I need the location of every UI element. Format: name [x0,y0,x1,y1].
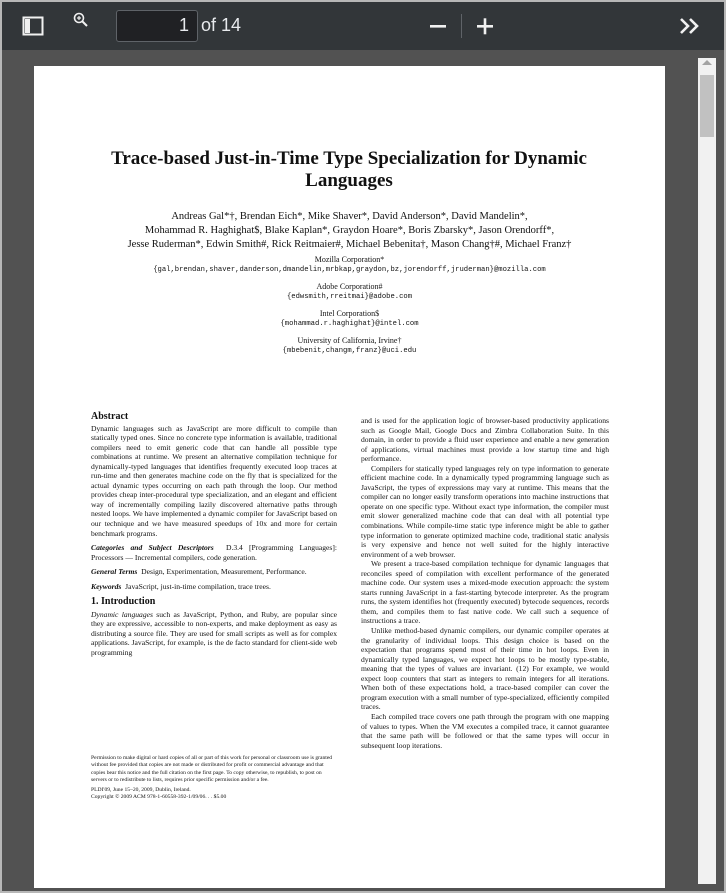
affiliation-email: {mohammad.r.haghighat}@intel.com [280,320,419,328]
intro-text: such as JavaScript, Python, and Ruby, are popular since they are expressive, accessible to non-experts, and make deployment as easy as distributing a source file. They are used for small scripts as well as for complex applications. JavaScript, for example, is the de facto standard for client-side web programming [91,609,337,658]
plus-icon[interactable] [475,16,495,36]
abstract-heading: Abstract [91,411,129,422]
paper-title: Trace-based Just-in-Time Type Specialization for Dynamic Languages [111,148,587,191]
affiliation-email: {mbebenit,changm,franz}@uci.edu [282,347,417,355]
terms-label: General Terms [91,567,138,577]
minus-icon[interactable] [428,16,448,36]
page-count-label: of 14 [201,15,242,35]
author-block [34,210,665,356]
abstract-text: Dynamic languages such as JavaScript are more difficult to compile than statically typed ones. Since no concrete type information is available, traditional compilers need to emit generic code that can handle all possible type combinations at runtime. We present an alternative compilation technique for dynamically-typed languages that identifies frequently executed loop traces at run-time and then generates machine code on the fly that is specialized for the actual dynamic types occurring on each path through the loop. Our method provides cheap inter-procedural type specialization, and an elegant and efficient way of incrementally compiling lazily discovered alternative paths through nested loops. We have implemented a dynamic compiler for JavaScript based on our technique and we have measured speedups of 10x and more for certain benchmark programs. [91,423,337,538]
footnote-text: Permission to make digital or hard copies of all or part of this work for personal or classroom use is granted without fee provided that copies are not made or distributed for profit or commercial advantage and that copies bear this notice and the full citation on the first page. To copy otherwise, to republish, to post on servers or to redistribute to lists, requires prior specific permission and/or a fee. [91,755,333,784]
intro-paragraph [91,610,337,658]
categories-paragraph [91,543,337,562]
footnote-conference: PLDI'09, June 15–20, 2009, Dublin, Ireland. [91,786,191,793]
pdf-page [34,66,665,888]
double-chevron-right-icon[interactable] [678,16,702,36]
toolbar [2,2,724,50]
body-paragraph: and is used for the application logic of browser-based productivity applications such as Google Mail, Google Docs and Zimbra Collaboration Suite. In this domain, in order to provide a fluid user experience and enable a new generation of applications, virtual machines must provide a low startup time and high performance. [361,416,609,464]
body-paragraph: Unlike method-based dynamic compilers, our dynamic compiler operates at the granularity of individual loops. This design choice is based on the expectation that programs spend most of their time in hot loops. Even in dynamically typed languages, we expect hot loops to be mostly type-stable, meaning that the types of values are invariant. (12) For example, we would expect loop counters that start as integers to remain integers for all iterations. When both of these expectations hold, a trace-based compiler can cover the program execution with a small number of type-specialized, efficiently compiled traces. [361,626,609,712]
body-paragraph: Each compiled trace covers one path through the program with one mapping of values to types. When the VM executes a compiled trace, it cannot guarantee that the same path will be followed or that the same types will occur in subsequent loop iterations. [361,711,609,750]
keywords-label: Keywords [91,581,122,591]
copyright-footnote [91,755,337,801]
categories-label: Categories and Subject Descriptors [91,543,214,553]
categories-text: D.3.4 [Programming Languages]: Processors — Incremental compilers, code generation. [91,543,337,562]
terms-paragraph [91,567,337,577]
left-column [91,412,337,658]
keywords-text: JavaScript, just-in-time compilation, trace trees. [125,581,271,591]
affiliation-name: Adobe Corporation# [316,282,383,291]
authors-line: Andreas Gal*†, Brendan Eich*, Mike Shaver*, David Anderson*, David Mandelin*, [171,211,528,222]
sidebar-toggle-icon[interactable] [22,15,44,37]
affiliation-name: Mozilla Corporation* [314,255,385,264]
scroll-up-arrow-icon[interactable] [702,60,712,65]
page-number-input[interactable]: 1 [116,10,198,42]
body-paragraph: We present a trace-based compilation technique for dynamic languages that reconciles speed of compilation with excellent performance of the generated machine code. Our system uses a mixed-mode execution approach: the system starts running JavaScript in a fast-starting bytecode interpreter. As the program runs, the system identifies hot (frequently executed) bytecode sequences, records them, and compiles them to fast native code. We call such a sequence of instructions a trace. [361,559,609,626]
pdf-viewer [2,2,724,891]
keywords-paragraph [91,582,337,592]
toolbar-divider [461,14,462,38]
affiliation-name: Intel Corporation$ [319,309,380,318]
authors-line: Jesse Ruderman*, Edwin Smith#, Rick Reitmaier#, Michael Bebenita†, Mason Chang†#, Michael Franz† [127,239,572,250]
intro-heading: 1. Introduction [91,596,156,608]
affiliation-email: {gal,brendan,shaver,danderson,dmandelin,mrbkap,graydon,bz,jorendorff,jruderman}@mozilla.com [153,266,546,274]
right-column [361,416,609,750]
authors-line: Mohammad R. Haghighat$, Blake Kaplan*, Graydon Hoare*, Boris Zbarsky*, Jason Orendorff*, [144,225,555,236]
intro-lead: Dynamic languages [91,609,153,619]
scroll-thumb[interactable] [700,75,714,137]
affiliation-email: {edwsmith,rreitmai}@adobe.com [286,293,413,301]
scrollbar[interactable] [698,58,716,884]
terms-text: Design, Experimentation, Measurement, Performance. [141,567,307,577]
affiliation-name: University of California, Irvine† [297,336,402,345]
footnote-copyright: Copyright © 2009 ACM 978-1-60558-392-1/09/06. . . $5.00 [91,794,227,801]
zoom-magnifier-icon[interactable] [72,11,92,31]
body-paragraph: Compilers for statically typed languages rely on type information to generate efficient machine code. In a dynamically typed programming language such as JavaScript, the types of expressions may vary at runtime. This means that the compiler can no longer easily transform operations into machine instructions that operate on one specific type. Without exact type information, the compiler must emit slower generalized machine code that can deal with all potential type combinations. While compile-time static type inference might be able to gather type information to generate optimized machine code, traditional static analysis is very expensive and hence not well suited for the highly interactive environment of a web browser. [361,463,609,559]
